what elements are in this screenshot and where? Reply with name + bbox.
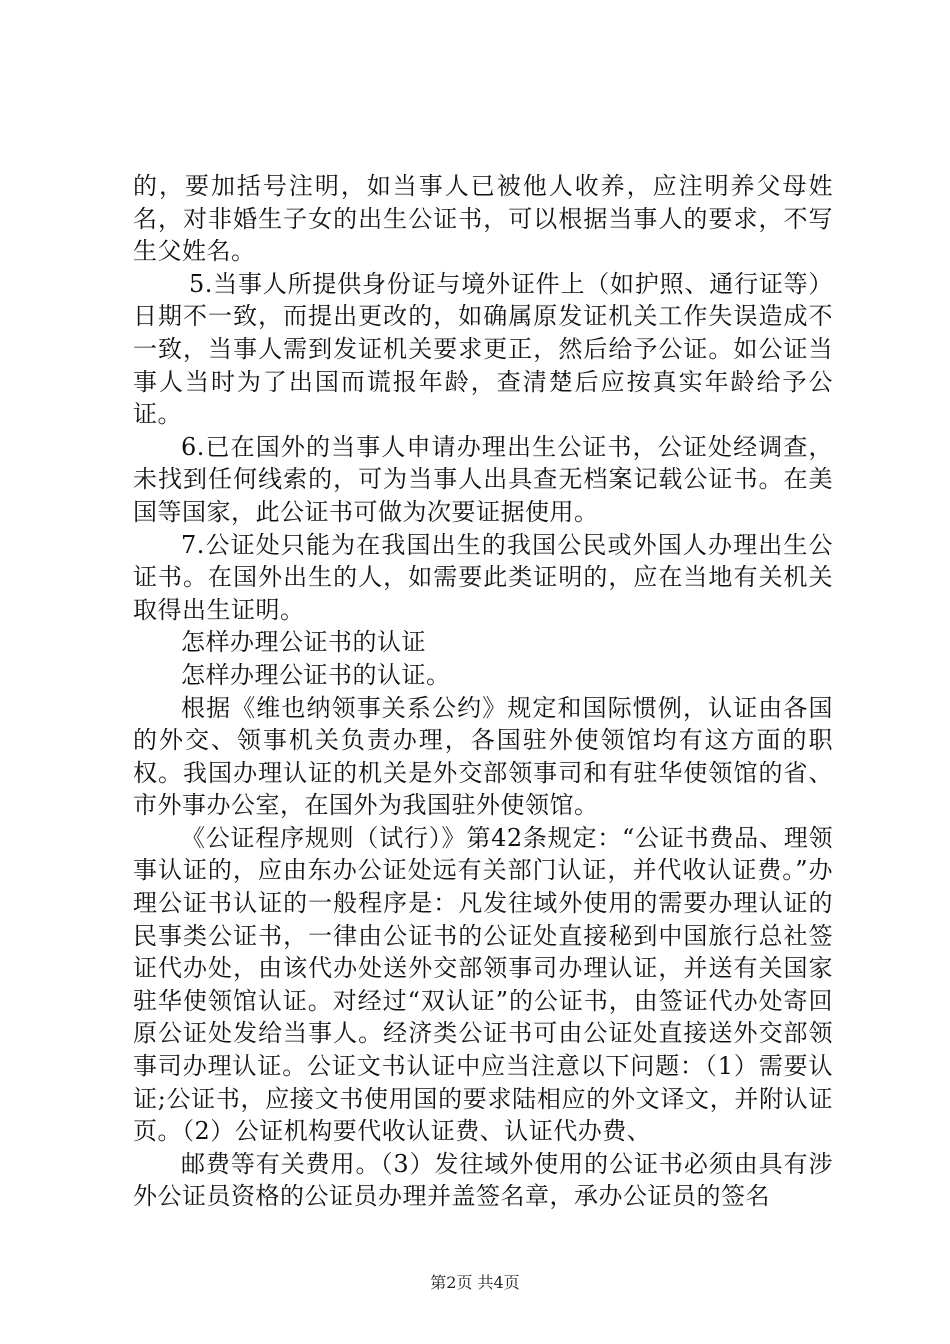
section-heading: 怎样办理公证书的认证 bbox=[181, 628, 426, 657]
paragraph-item-6: 6.已在国外的当事人申请办理出生公证书，公证处经调查，未找到任何线索的，可为当事人出具查无档案记载公证书。在美国等国家，此公证书可做为次要证据使用。 bbox=[133, 432, 833, 526]
document-body bbox=[133, 170, 833, 1213]
page-footer bbox=[0, 1273, 950, 1293]
paragraph-notarization-rules: 《公证程序规则（试行）》第42条规定：“公证书费品、理领事认证的，应由东办公证处远有关部门认证，并代收认证费。”办理公证书认证的一般程序是：凡发往域外使用的需要办理认证的民事类公证书，一律由公证书的公证处直接秘到中国旅行总社签证代办处，由该代办处送外交部领事司办理认证，并送有关国家驻华使领馆认证。对经过“双认证”的公证书，由签证代办处寄回原公证处发给当事人。经济类公证书可由公证处直接送外交部领事司办理认证。公证文书认证中应当注意以下问题：（1）需要认证;公证书，应接文书使用国的要求陆相应的外文译文，并附认证页。（2）公证机构要代收认证费、认证代办费、 bbox=[133, 823, 833, 1146]
paragraph-item-5: 5.当事人所提供身份证与境外证件上（如护照、通行证等）日期不一致，而提出更改的，如确属原发证机关工作失误造成不一致，当事人需到发证机关要求更正，然后给予公证。如公证当事人当时为了出国而谎报年龄，查清楚后应按真实年龄给予公证。 bbox=[133, 269, 833, 429]
page-number: 第2页 共4页 bbox=[430, 1273, 520, 1292]
section-subheading: 怎样办理公证书的认证。 bbox=[181, 660, 451, 689]
paragraph-item-7: 7.公证处只能为在我国出生的我国公民或外国人办理出生公证书。在国外出生的人，如需要此类证明的，应在当地有关机关取得出生证明。 bbox=[133, 530, 833, 624]
paragraph-fees: 邮费等有关费用。（3）发往域外使用的公证书必须由具有涉外公证员资格的公证员办理并盖签名章，承办公证员的签名 bbox=[133, 1149, 833, 1211]
paragraph-birth-notes: 的，要加括号注明，如当事人已被他人收养，应注明养父母姓名，对非婚生子女的出生公证书，可以根据当事人的要求，不写生父姓名。 bbox=[133, 172, 833, 266]
paragraph-vienna-convention: 根据《维也纳领事关系公约》规定和国际惯例，认证由各国的外交、领事机关负责办理，各国驻外使领馆均有这方面的职权。我国办理认证的机关是外交部领事司和有驻华使领馆的省、市外事办公室，在国外为我国驻外使领馆。 bbox=[133, 693, 833, 820]
